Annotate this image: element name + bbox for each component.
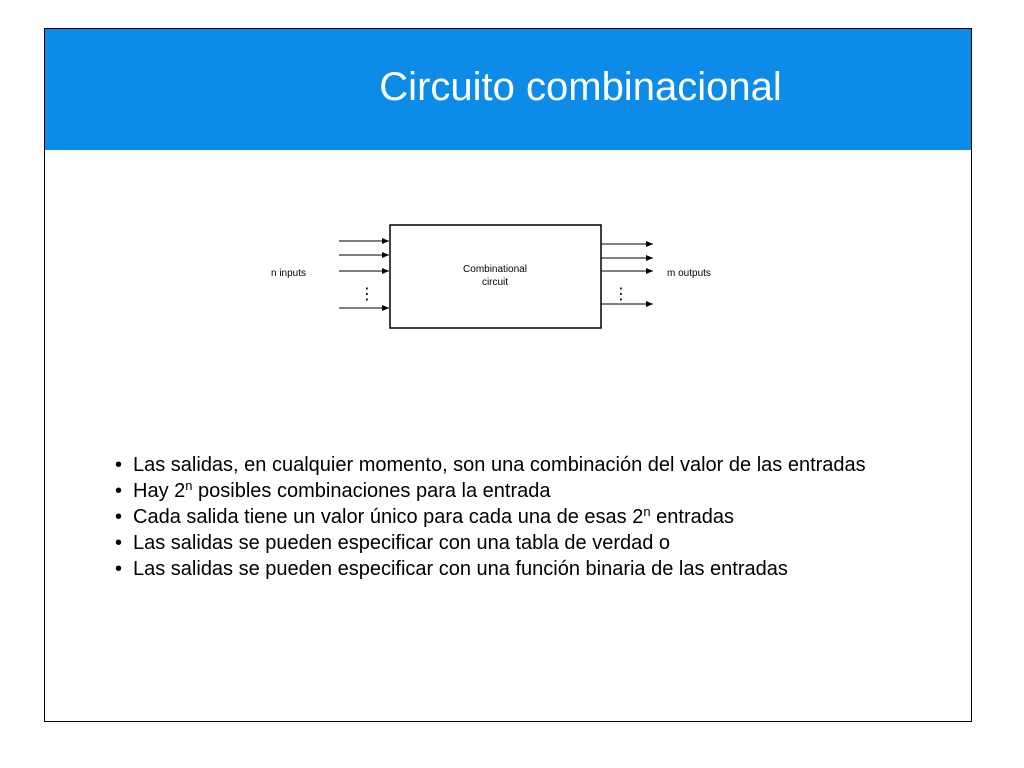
bullet-item <box>113 478 933 504</box>
inputs-ellipsis: ⋮ <box>359 286 375 303</box>
superscript-n: n <box>643 504 651 519</box>
bullet-text-end: entradas <box>650 506 734 528</box>
bullet-text: Las salidas se pueden especificar con una función binaria de las entradas <box>133 558 788 580</box>
bullet-item <box>113 556 933 582</box>
bullet-marker: • <box>115 532 123 554</box>
bullet-item <box>113 452 933 478</box>
outputs-ellipsis: ⋮ <box>613 286 629 303</box>
bullet-list <box>113 452 933 582</box>
slide-title: Circuito combinacional <box>379 65 782 109</box>
bullet-marker: • <box>115 454 123 476</box>
block-label-line2: circuit <box>481 277 509 288</box>
block-label-line1: Combinational <box>463 264 527 275</box>
inputs-label: n inputs <box>271 268 307 279</box>
bullet-marker: • <box>115 480 123 502</box>
bullet-marker: • <box>115 558 123 580</box>
bullet-text-start: Cada salida tiene un valor único para cada una de esas 2 <box>133 506 644 528</box>
bullet-marker: • <box>115 506 123 528</box>
outputs-label: m outputs <box>667 268 711 279</box>
superscript-n: n <box>185 478 193 493</box>
bullet-item <box>113 504 933 530</box>
bullet-text: Las salidas se pueden especificar con una tabla de verdad o <box>133 532 671 554</box>
slide <box>44 28 972 722</box>
bullet-text-start: Hay 2 <box>133 480 186 502</box>
bullet-text: Las salidas, en cualquier momento, son una combinación del valor de las entradas <box>133 454 866 476</box>
combinational-circuit-diagram <box>45 29 971 721</box>
bullet-item <box>113 530 933 556</box>
bullet-text-end: posibles combinaciones para la entrada <box>192 480 551 502</box>
